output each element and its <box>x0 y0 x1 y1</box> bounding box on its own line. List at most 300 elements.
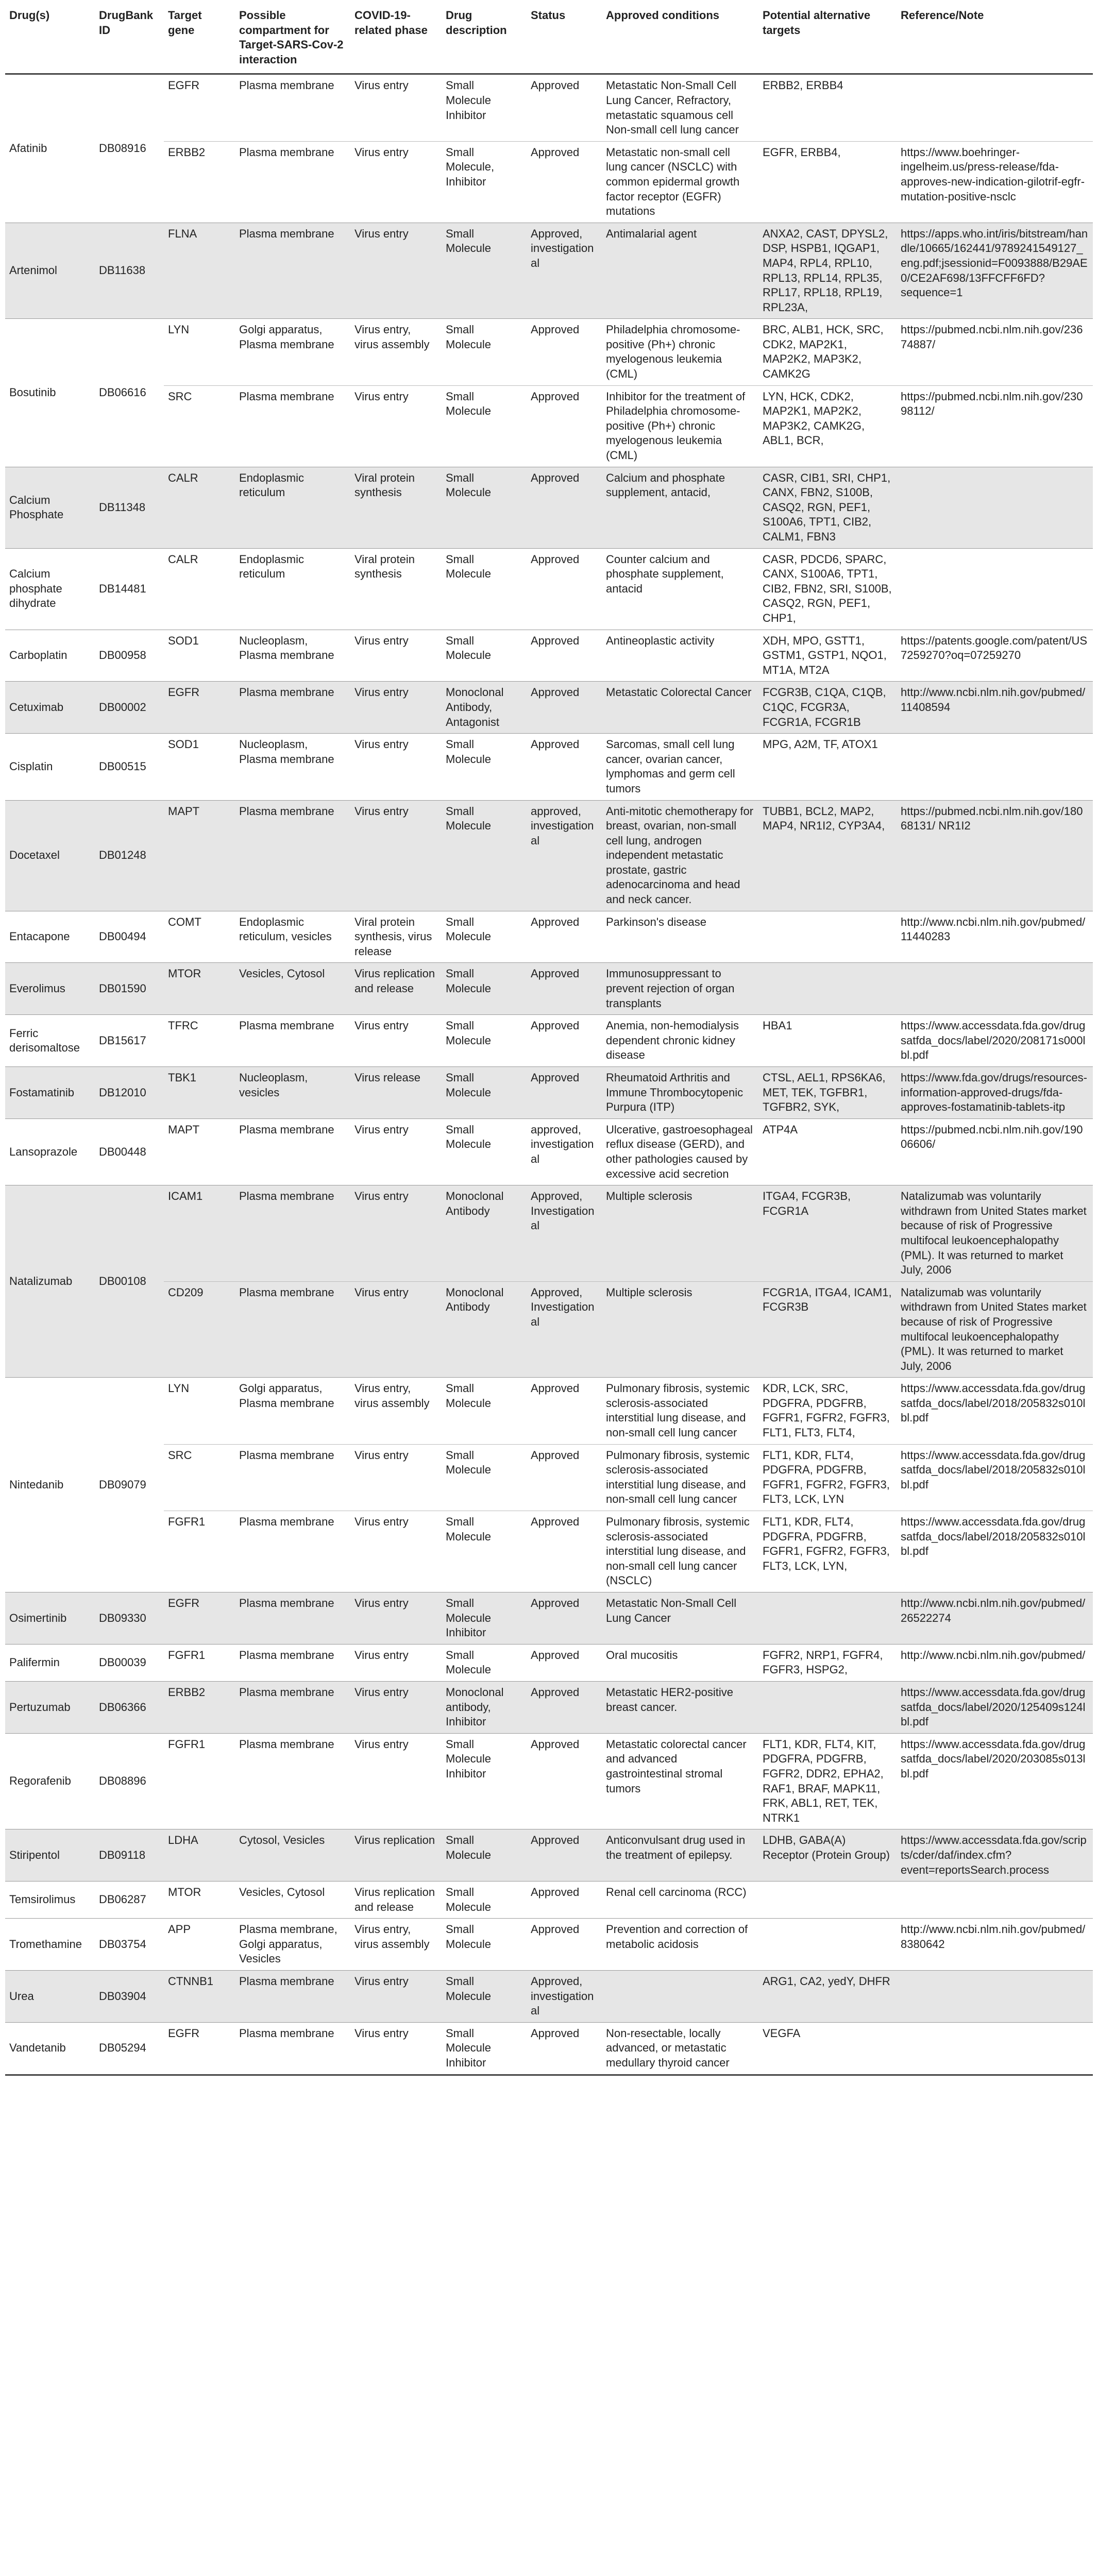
cell-covid-phase: Virus entry <box>350 630 442 682</box>
cell-compartment: Plasma membrane <box>235 2022 350 2075</box>
cell-status: Approved <box>527 2022 602 2075</box>
cell-drug-description: Small Molecule <box>442 800 527 911</box>
cell-approved-conditions: Non-resectable, locally advanced, or metastatic medullary thyroid cancer <box>602 2022 758 2075</box>
cell-status: Approved <box>527 1733 602 1829</box>
cell-approved-conditions: Rheumatoid Arthritis and Immune Thrombocytopenic Purpura (ITP) <box>602 1067 758 1119</box>
cell-approved-conditions: Ulcerative, gastroesophageal reflux disease (GERD), and other pathologies caused by excessive acid secretion <box>602 1118 758 1185</box>
cell-status: Approved <box>527 385 602 467</box>
cell-target-gene: SOD1 <box>164 630 235 682</box>
cell-covid-phase: Virus entry <box>350 223 442 319</box>
cell-status: Approved, Investigational <box>527 1281 602 1378</box>
cell-drugbank-id: DB12010 <box>95 1067 164 1119</box>
cell-alternative-targets: HBA1 <box>758 1015 897 1067</box>
cell-reference-note: http://www.ncbi.nlm.nih.gov/pubmed/11440283 <box>897 911 1093 963</box>
cell-target-gene: ERBB2 <box>164 141 235 223</box>
cell-drugbank-id: DB01590 <box>95 963 164 1015</box>
cell-alternative-targets: ATP4A <box>758 1118 897 1185</box>
cell-status: Approved <box>527 1378 602 1444</box>
cell-alternative-targets: ITGA4, FCGR3B, FCGR1A <box>758 1185 897 1282</box>
cell-compartment: Plasma membrane <box>235 1592 350 1645</box>
cell-compartment: Plasma membrane <box>235 1644 350 1681</box>
cell-drug-description: Small Molecule <box>442 1118 527 1185</box>
cell-covid-phase: Virus entry <box>350 1644 442 1681</box>
cell-drug-description: Small Molecule <box>442 548 527 630</box>
table-row <box>5 682 1093 734</box>
cell-approved-conditions: Pulmonary fibrosis, systemic sclerosis-associated interstitial lung disease, and non-small cell lung cancer (NSCLC) <box>602 1511 758 1592</box>
cell-drug-description: Monoclonal Antibody <box>442 1185 527 1282</box>
cell-drug-description: Small Molecule <box>442 1511 527 1592</box>
cell-drug-name: Lansoprazole <box>5 1118 95 1185</box>
cell-approved-conditions: Sarcomas, small cell lung cancer, ovarian cancer, lymphomas and germ cell tumors <box>602 734 758 800</box>
cell-drug-description: Small Molecule <box>442 911 527 963</box>
cell-covid-phase: Virus replication and release <box>350 963 442 1015</box>
cell-approved-conditions: Metastatic Non-Small Cell Lung Cancer, Refractory, metastatic squamous cell Non-small cell lung cancer <box>602 74 758 141</box>
cell-alternative-targets <box>758 963 897 1015</box>
header-drugbank-id: DrugBank ID <box>95 4 164 74</box>
cell-approved-conditions: Anemia, non-hemodialysis dependent chronic kidney disease <box>602 1015 758 1067</box>
cell-target-gene: SRC <box>164 385 235 467</box>
table-row <box>5 319 1093 385</box>
cell-alternative-targets: FLT1, KDR, FLT4, KIT, PDGFRA, PDGFRB, FGFR2, DDR2, EPHA2, RAF1, BRAF, MAPK11, FRK, ABL1, RET, TEK, NTRK1 <box>758 1733 897 1829</box>
cell-reference-note: https://www.accessdata.fda.gov/drugsatfda_docs/label/2020/208171s000lbl.pdf <box>897 1015 1093 1067</box>
cell-drug-description: Small Molecule <box>442 1919 527 1971</box>
table-row <box>5 1511 1093 1592</box>
cell-approved-conditions: Metastatic Non-Small Cell Lung Cancer <box>602 1592 758 1645</box>
cell-compartment: Plasma membrane <box>235 1015 350 1067</box>
cell-compartment: Plasma membrane <box>235 1185 350 1282</box>
cell-status: Approved <box>527 1015 602 1067</box>
cell-covid-phase: Virus entry, virus assembly <box>350 1919 442 1971</box>
cell-approved-conditions: Inhibitor for the treatment of Philadelphia chromosome-positive (Ph+) chronic myelogenous leukemia (CML) <box>602 385 758 467</box>
cell-status: Approved <box>527 1511 602 1592</box>
cell-status: Approved <box>527 548 602 630</box>
cell-reference-note: https://pubmed.ncbi.nlm.nih.gov/23674887/ <box>897 319 1093 385</box>
table-row <box>5 1444 1093 1511</box>
cell-compartment: Plasma membrane <box>235 1118 350 1185</box>
cell-drug-description: Small Molecule <box>442 223 527 319</box>
cell-status: Approved <box>527 911 602 963</box>
cell-drugbank-id: DB15617 <box>95 1015 164 1067</box>
cell-covid-phase: Virus replication and release <box>350 1882 442 1919</box>
cell-reference-note: https://pubmed.ncbi.nlm.nih.gov/18068131/ NR1I2 <box>897 800 1093 911</box>
cell-compartment: Endoplasmic reticulum, vesicles <box>235 911 350 963</box>
cell-drugbank-id: DB05294 <box>95 2022 164 2075</box>
cell-alternative-targets: KDR, LCK, SRC, PDGFRA, PDGFRB, FGFR1, FGFR2, FGFR3, FLT1, FLT3, FLT4, <box>758 1378 897 1444</box>
table-row <box>5 1067 1093 1119</box>
cell-approved-conditions: Multiple sclerosis <box>602 1281 758 1378</box>
cell-drug-description: Small Molecule <box>442 1971 527 2023</box>
cell-target-gene: FGFR1 <box>164 1511 235 1592</box>
cell-compartment: Endoplasmic reticulum <box>235 548 350 630</box>
table-body <box>5 74 1093 2075</box>
cell-alternative-targets: FLT1, KDR, FLT4, PDGFRA, PDGFRB, FGFR1, FGFR2, FGFR3, FLT3, LCK, LYN, <box>758 1511 897 1592</box>
cell-drug-description: Small Molecule <box>442 319 527 385</box>
table-row <box>5 1185 1093 1282</box>
cell-status: Approved <box>527 963 602 1015</box>
cell-status: Approved <box>527 1644 602 1681</box>
header-compartment: Possible compartment for Target-SARS-Cov-2 interaction <box>235 4 350 74</box>
cell-target-gene: FGFR1 <box>164 1644 235 1681</box>
table-row <box>5 963 1093 1015</box>
cell-compartment: Plasma membrane <box>235 141 350 223</box>
cell-drug-name: Vandetanib <box>5 2022 95 2075</box>
cell-reference-note: https://www.accessdata.fda.gov/drugsatfda_docs/label/2020/125409s124lbl.pdf <box>897 1681 1093 1733</box>
table-row <box>5 74 1093 141</box>
cell-alternative-targets: MPG, A2M, TF, ATOX1 <box>758 734 897 800</box>
cell-covid-phase: Virus entry <box>350 141 442 223</box>
cell-status: approved, investigational <box>527 1118 602 1185</box>
cell-covid-phase: Virus entry <box>350 734 442 800</box>
cell-drug-description: Small Molecule <box>442 963 527 1015</box>
cell-target-gene: MAPT <box>164 800 235 911</box>
cell-target-gene: APP <box>164 1919 235 1971</box>
cell-drug-description: Small Molecule <box>442 1644 527 1681</box>
cell-drugbank-id: DB09330 <box>95 1592 164 1645</box>
cell-compartment: Vesicles, Cytosol <box>235 963 350 1015</box>
cell-drugbank-id: DB00958 <box>95 630 164 682</box>
cell-target-gene: ICAM1 <box>164 1185 235 1282</box>
cell-covid-phase: Virus entry <box>350 1592 442 1645</box>
cell-drug-name: Everolimus <box>5 963 95 1015</box>
cell-target-gene: LDHA <box>164 1829 235 1882</box>
table-row <box>5 1592 1093 1645</box>
cell-approved-conditions: Prevention and correction of metabolic acidosis <box>602 1919 758 1971</box>
cell-target-gene: FGFR1 <box>164 1733 235 1829</box>
cell-reference-note: https://www.accessdata.fda.gov/drugsatfda_docs/label/2018/205832s010lbl.pdf <box>897 1378 1093 1444</box>
cell-drug-description: Small Molecule <box>442 1015 527 1067</box>
cell-drug-name: Tromethamine <box>5 1919 95 1971</box>
cell-approved-conditions: Multiple sclerosis <box>602 1185 758 1282</box>
cell-reference-note: https://www.accessdata.fda.gov/drugsatfda_docs/label/2018/205832s010lbl.pdf <box>897 1511 1093 1592</box>
header-reference-note: Reference/Note <box>897 4 1093 74</box>
table-row <box>5 2022 1093 2075</box>
header-alternative-targets: Potential alternative targets <box>758 4 897 74</box>
cell-drugbank-id: DB08916 <box>95 74 164 223</box>
cell-approved-conditions: Metastatic Colorectal Cancer <box>602 682 758 734</box>
header-drug: Drug(s) <box>5 4 95 74</box>
cell-compartment: Plasma membrane <box>235 800 350 911</box>
cell-compartment: Golgi apparatus, Plasma membrane <box>235 319 350 385</box>
cell-covid-phase: Virus release <box>350 1067 442 1119</box>
table-row <box>5 800 1093 911</box>
cell-alternative-targets <box>758 1592 897 1645</box>
cell-drugbank-id: DB11638 <box>95 223 164 319</box>
cell-target-gene: SOD1 <box>164 734 235 800</box>
cell-reference-note: http://www.ncbi.nlm.nih.gov/pubmed/26522274 <box>897 1592 1093 1645</box>
cell-drug-name: Afatinib <box>5 74 95 223</box>
cell-drug-name: Osimertinib <box>5 1592 95 1645</box>
cell-reference-note: Natalizumab was voluntarily withdrawn from United States market because of risk of Progressive multifocal leukoencephalopathy (PML). It was returned to market July, 2006 <box>897 1281 1093 1378</box>
cell-reference-note: http://www.ncbi.nlm.nih.gov/pubmed/ <box>897 1644 1093 1681</box>
cell-approved-conditions: Metastatic colorectal cancer and advanced gastrointestinal stromal tumors <box>602 1733 758 1829</box>
cell-reference-note <box>897 467 1093 548</box>
cell-reference-note: https://www.boehringer-ingelheim.us/press-release/fda-approves-new-indication-gilotrif-egfr-mutation-positive-nsclc <box>897 141 1093 223</box>
cell-alternative-targets: FCGR3B, C1QA, C1QB, C1QC, FCGR3A, FCGR1A, FCGR1B <box>758 682 897 734</box>
cell-approved-conditions: Metastatic non-small cell lung cancer (NSCLC) with common epidermal growth factor receptor (EGFR) mutations <box>602 141 758 223</box>
cell-reference-note <box>897 1882 1093 1919</box>
cell-approved-conditions: Antimalarial agent <box>602 223 758 319</box>
cell-status: Approved <box>527 1592 602 1645</box>
cell-approved-conditions <box>602 1971 758 2023</box>
cell-covid-phase: Virus entry <box>350 682 442 734</box>
cell-drugbank-id: DB00108 <box>95 1185 164 1378</box>
cell-covid-phase: Viral protein synthesis, virus release <box>350 911 442 963</box>
cell-status: Approved <box>527 467 602 548</box>
cell-drugbank-id: DB03904 <box>95 1971 164 2023</box>
cell-covid-phase: Viral protein synthesis <box>350 548 442 630</box>
cell-reference-note: https://www.fda.gov/drugs/resources-information-approved-drugs/fda-approves-fostamatinib-tablets-itp <box>897 1067 1093 1119</box>
cell-alternative-targets: LYN, HCK, CDK2, MAP2K1, MAP2K2, MAP3K2, CAMK2G, ABL1, BCR, <box>758 385 897 467</box>
cell-drug-name: Nintedanib <box>5 1378 95 1592</box>
cell-alternative-targets: TUBB1, BCL2, MAP2, MAP4, NR1I2, CYP3A4, <box>758 800 897 911</box>
table-row <box>5 1919 1093 1971</box>
cell-target-gene: TFRC <box>164 1015 235 1067</box>
cell-drug-name: Carboplatin <box>5 630 95 682</box>
cell-compartment: Plasma membrane <box>235 682 350 734</box>
cell-drug-description: Small Molecule <box>442 385 527 467</box>
cell-drugbank-id: DB06287 <box>95 1882 164 1919</box>
cell-compartment: Golgi apparatus, Plasma membrane <box>235 1378 350 1444</box>
cell-covid-phase: Virus entry <box>350 800 442 911</box>
cell-reference-note <box>897 963 1093 1015</box>
table-row <box>5 1118 1093 1185</box>
cell-drug-description: Small Molecule <box>442 1067 527 1119</box>
cell-drug-name: Calcium Phosphate <box>5 467 95 548</box>
cell-status: Approved <box>527 141 602 223</box>
cell-drug-description: Small Molecule <box>442 630 527 682</box>
header-target-gene: Target gene <box>164 4 235 74</box>
cell-target-gene: MTOR <box>164 1882 235 1919</box>
cell-drugbank-id: DB00039 <box>95 1644 164 1681</box>
cell-target-gene: EGFR <box>164 2022 235 2075</box>
cell-status: Approved, investigational <box>527 1971 602 2023</box>
cell-status: Approved <box>527 1829 602 1882</box>
cell-reference-note <box>897 1971 1093 2023</box>
cell-drugbank-id: DB06366 <box>95 1681 164 1733</box>
cell-alternative-targets <box>758 911 897 963</box>
cell-reference-note: https://apps.who.int/iris/bitstream/handle/10665/162441/9789241549127_eng.pdf;jsessionid=F0093888/B29AE0/CE2AF698/13FFCFF6FD?sequence=1 <box>897 223 1093 319</box>
cell-status: Approved, investigational <box>527 223 602 319</box>
cell-drugbank-id: DB00002 <box>95 682 164 734</box>
cell-reference-note <box>897 74 1093 141</box>
cell-alternative-targets: CASR, CIB1, SRI, CHP1, CANX, FBN2, S100B, CASQ2, RGN, PEF1, S100A6, TPT1, CIB2, CALM1, FBN3 <box>758 467 897 548</box>
cell-target-gene: EGFR <box>164 74 235 141</box>
cell-target-gene: CALR <box>164 548 235 630</box>
cell-approved-conditions: Pulmonary fibrosis, systemic sclerosis-associated interstitial lung disease, and non-small cell lung cancer <box>602 1444 758 1511</box>
cell-target-gene: EGFR <box>164 682 235 734</box>
cell-compartment: Plasma membrane <box>235 1511 350 1592</box>
cell-alternative-targets: FCGR1A, ITGA4, ICAM1, FCGR3B <box>758 1281 897 1378</box>
cell-compartment: Vesicles, Cytosol <box>235 1882 350 1919</box>
cell-compartment: Plasma membrane <box>235 1971 350 2023</box>
cell-drugbank-id: DB06616 <box>95 319 164 467</box>
cell-status: Approved <box>527 319 602 385</box>
cell-approved-conditions: Pulmonary fibrosis, systemic sclerosis-associated interstitial lung disease, and non-small cell lung cancer <box>602 1378 758 1444</box>
table-row <box>5 1378 1093 1444</box>
cell-drug-description: Small Molecule Inhibitor <box>442 74 527 141</box>
cell-drug-description: Small Molecule <box>442 1882 527 1919</box>
cell-covid-phase: Virus entry <box>350 1281 442 1378</box>
header-approved-conditions: Approved conditions <box>602 4 758 74</box>
cell-status: Approved <box>527 1067 602 1119</box>
cell-drug-name: Docetaxel <box>5 800 95 911</box>
cell-covid-phase: Virus entry <box>350 2022 442 2075</box>
cell-covid-phase: Virus entry <box>350 1015 442 1067</box>
cell-target-gene: MTOR <box>164 963 235 1015</box>
cell-drug-name: Cisplatin <box>5 734 95 800</box>
cell-drug-name: Pertuzumab <box>5 1681 95 1733</box>
cell-covid-phase: Virus entry, virus assembly <box>350 319 442 385</box>
cell-target-gene: FLNA <box>164 223 235 319</box>
cell-target-gene: ERBB2 <box>164 1681 235 1733</box>
cell-target-gene: EGFR <box>164 1592 235 1645</box>
drug-target-table <box>5 4 1093 2076</box>
table-row <box>5 548 1093 630</box>
table-row <box>5 911 1093 963</box>
cell-compartment: Plasma membrane <box>235 1733 350 1829</box>
cell-approved-conditions: Immunosuppressant to prevent rejection of organ transplants <box>602 963 758 1015</box>
cell-compartment: Plasma membrane <box>235 1281 350 1378</box>
cell-compartment: Plasma membrane <box>235 223 350 319</box>
cell-covid-phase: Virus replication <box>350 1829 442 1882</box>
table-row <box>5 1644 1093 1681</box>
cell-compartment: Plasma membrane <box>235 385 350 467</box>
table-row <box>5 385 1093 467</box>
table-row <box>5 223 1093 319</box>
cell-reference-note <box>897 734 1093 800</box>
cell-drug-description: Small Molecule Inhibitor <box>442 2022 527 2075</box>
cell-reference-note: https://www.accessdata.fda.gov/drugsatfda_docs/label/2020/203085s013lbl.pdf <box>897 1733 1093 1829</box>
cell-drug-description: Small Molecule <box>442 1378 527 1444</box>
cell-reference-note <box>897 548 1093 630</box>
cell-target-gene: SRC <box>164 1444 235 1511</box>
table-row <box>5 1971 1093 2023</box>
cell-alternative-targets: VEGFA <box>758 2022 897 2075</box>
cell-approved-conditions: Renal cell carcinoma (RCC) <box>602 1882 758 1919</box>
cell-alternative-targets <box>758 1681 897 1733</box>
cell-status: Approved <box>527 74 602 141</box>
cell-covid-phase: Virus entry <box>350 1733 442 1829</box>
cell-reference-note <box>897 2022 1093 2075</box>
cell-target-gene: CD209 <box>164 1281 235 1378</box>
cell-drug-name: Fostamatinib <box>5 1067 95 1119</box>
cell-approved-conditions: Anti-mitotic chemotherapy for breast, ovarian, non-small cell lung, androgen independent metastatic prostate, gastric adenocarcinoma and head and neck cancer. <box>602 800 758 911</box>
cell-covid-phase: Virus entry <box>350 1185 442 1282</box>
cell-compartment: Cytosol, Vesicles <box>235 1829 350 1882</box>
header-status: Status <box>527 4 602 74</box>
cell-status: Approved <box>527 1919 602 1971</box>
table-row <box>5 141 1093 223</box>
cell-alternative-targets: FGFR2, NRP1, FGFR4, FGFR3, HSPG2, <box>758 1644 897 1681</box>
cell-status: approved, investigational <box>527 800 602 911</box>
cell-target-gene: CTNNB1 <box>164 1971 235 2023</box>
cell-alternative-targets: BRC, ALB1, HCK, SRC, CDK2, MAP2K1, MAP2K2, MAP3K2, CAMK2G <box>758 319 897 385</box>
cell-drug-description: Small Molecule <box>442 1444 527 1511</box>
table-row <box>5 1681 1093 1733</box>
table-header <box>5 4 1093 74</box>
cell-compartment: Nucleoplasm, Plasma membrane <box>235 630 350 682</box>
cell-covid-phase: Virus entry <box>350 1511 442 1592</box>
cell-drug-name: Regorafenib <box>5 1733 95 1829</box>
cell-approved-conditions: Oral mucositis <box>602 1644 758 1681</box>
cell-approved-conditions: Antineoplastic activity <box>602 630 758 682</box>
cell-drug-name: Urea <box>5 1971 95 2023</box>
cell-reference-note: http://www.ncbi.nlm.nih.gov/pubmed/11408594 <box>897 682 1093 734</box>
cell-compartment: Plasma membrane, Golgi apparatus, Vesicles <box>235 1919 350 1971</box>
cell-approved-conditions: Calcium and phosphate supplement, antacid, <box>602 467 758 548</box>
cell-drug-name: Temsirolimus <box>5 1882 95 1919</box>
cell-reference-note: Natalizumab was voluntarily withdrawn from United States market because of risk of Progressive multifocal leukoencephalopathy (PML). It was returned to market July, 2006 <box>897 1185 1093 1282</box>
cell-reference-note: https://patents.google.com/patent/US7259270?oq=07259270 <box>897 630 1093 682</box>
table-row <box>5 630 1093 682</box>
cell-status: Approved <box>527 1444 602 1511</box>
cell-drugbank-id: DB08896 <box>95 1733 164 1829</box>
cell-approved-conditions: Philadelphia chromosome-positive (Ph+) chronic myelogenous leukemia (CML) <box>602 319 758 385</box>
cell-status: Approved <box>527 1882 602 1919</box>
cell-covid-phase: Virus entry <box>350 74 442 141</box>
table-row <box>5 1015 1093 1067</box>
cell-drug-name: Cetuximab <box>5 682 95 734</box>
cell-approved-conditions: Anticonvulsant drug used in the treatment of epilepsy. <box>602 1829 758 1882</box>
cell-compartment: Nucleoplasm, Plasma membrane <box>235 734 350 800</box>
cell-approved-conditions: Metastatic HER2-positive breast cancer. <box>602 1681 758 1733</box>
cell-reference-note: https://pubmed.ncbi.nlm.nih.gov/23098112/ <box>897 385 1093 467</box>
cell-drug-description: Monoclonal antibody, Inhibitor <box>442 1681 527 1733</box>
cell-drug-name: Natalizumab <box>5 1185 95 1378</box>
cell-drug-name: Entacapone <box>5 911 95 963</box>
cell-alternative-targets: FLT1, KDR, FLT4, PDGFRA, PDGFRB, FGFR1, FGFR2, FGFR3, FLT3, LCK, LYN <box>758 1444 897 1511</box>
table-row <box>5 467 1093 548</box>
cell-status: Approved, Investigational <box>527 1185 602 1282</box>
cell-alternative-targets: ERBB2, ERBB4 <box>758 74 897 141</box>
cell-target-gene: COMT <box>164 911 235 963</box>
cell-drug-description: Small Molecule Inhibitor <box>442 1733 527 1829</box>
cell-drug-description: Monoclonal Antibody, Antagonist <box>442 682 527 734</box>
cell-drug-name: Bosutinib <box>5 319 95 467</box>
cell-alternative-targets: LDHB, GABA(A) Receptor (Protein Group) <box>758 1829 897 1882</box>
cell-reference-note: https://www.accessdata.fda.gov/scripts/cder/daf/index.cfm?event=reportsSearch.process <box>897 1829 1093 1882</box>
cell-drug-description: Small Molecule <box>442 1829 527 1882</box>
cell-drug-description: Small Molecule <box>442 467 527 548</box>
cell-drugbank-id: DB09118 <box>95 1829 164 1882</box>
header-drug-description: Drug description <box>442 4 527 74</box>
cell-approved-conditions: Counter calcium and phosphate supplement, antacid <box>602 548 758 630</box>
cell-drugbank-id: DB03754 <box>95 1919 164 1971</box>
cell-alternative-targets: ANXA2, CAST, DPYSL2, DSP, HSPB1, IQGAP1, MAP4, RPL4, RPL10, RPL13, RPL14, RPL35, RPL17, RPL18, RPL19, RPL23A, <box>758 223 897 319</box>
cell-drug-description: Small Molecule Inhibitor <box>442 1592 527 1645</box>
cell-target-gene: TBK1 <box>164 1067 235 1119</box>
cell-drugbank-id: DB00494 <box>95 911 164 963</box>
cell-compartment: Plasma membrane <box>235 1681 350 1733</box>
cell-drugbank-id: DB00448 <box>95 1118 164 1185</box>
cell-drug-description: Small Molecule, Inhibitor <box>442 141 527 223</box>
cell-covid-phase: Viral protein synthesis <box>350 467 442 548</box>
cell-target-gene: LYN <box>164 319 235 385</box>
cell-drugbank-id: DB14481 <box>95 548 164 630</box>
cell-drug-description: Monoclonal Antibody <box>442 1281 527 1378</box>
cell-drugbank-id: DB00515 <box>95 734 164 800</box>
cell-drugbank-id: DB01248 <box>95 800 164 911</box>
cell-target-gene: LYN <box>164 1378 235 1444</box>
cell-compartment: Plasma membrane <box>235 1444 350 1511</box>
header-row <box>5 4 1093 74</box>
cell-covid-phase: Virus entry <box>350 1681 442 1733</box>
cell-alternative-targets <box>758 1882 897 1919</box>
table-row <box>5 1281 1093 1378</box>
cell-covid-phase: Virus entry <box>350 385 442 467</box>
cell-drug-name: Ferric derisomaltose <box>5 1015 95 1067</box>
cell-alternative-targets: ARG1, CA2, yedY, DHFR <box>758 1971 897 2023</box>
